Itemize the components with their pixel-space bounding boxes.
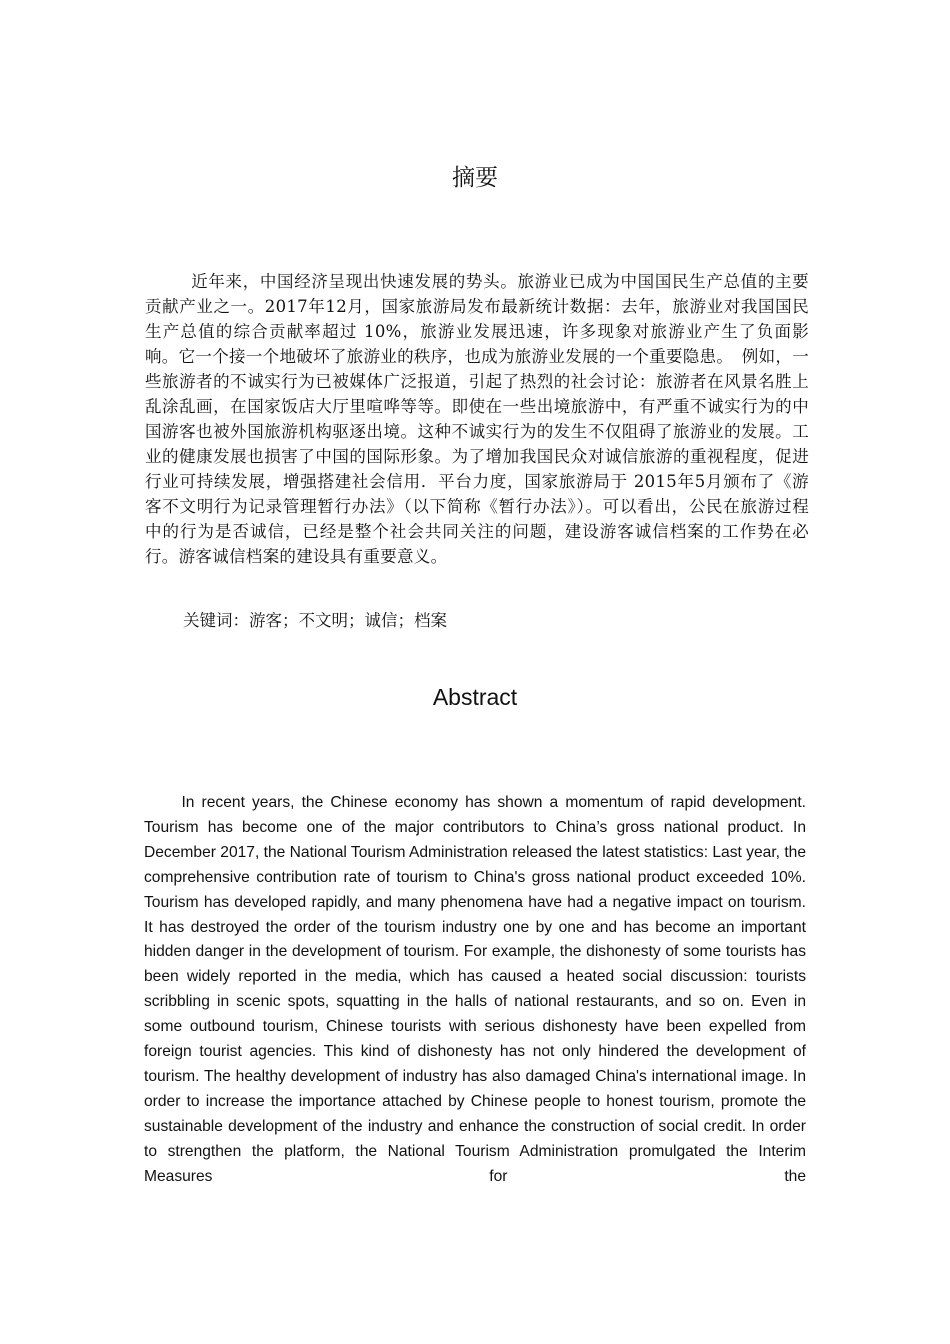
english-abstract-title: Abstract [432,684,518,710]
chinese-abstract-body: 近年来，中国经济呈现出快速发展的势头。旅游业已成为中国国民生产总值的主要贡献产业之一。2017年12月，国家旅游局发布最新统计数据：去年，旅游业对我国国民生产总值的综合贡献率超过 10%，旅游业发展迅速，许多现象对旅游业产生了负面影响。它一个接一个地破坏了旅游业的秩序，也成为旅游业发展的一个重要隐患。 例如，一些旅游者的不诚实行为已被媒体广泛报道，引起了热烈的社会讨论：旅游者在风景名胜上乱涂乱画，在国家饭店大厅里喧哗等等。即使在一些出境旅游中，有严重不诚实行为的中国游客也被外国旅游机构驱逐出境。这种不诚实行为的发生不仅阻碍了旅游业的发展。工业的健康发展也损害了中国的国际形象。为了增加我国民众对诚信旅游的重视程度，促进行业可持续发展，增强搭建社会信用．平台力度，国家旅游局于 2015年5月颁布了《游客不文明行为记录管理暂行办法》（以下简称《暂行办法》）。可以看出，公民在旅游过程中的行为是否诚信，已经是整个社会共同关注的问题，建设游客诚信档案的工作势在必行。游客诚信档案的建设具有重要意义。 [145,272,809,566]
chinese-abstract-title: 摘要 [452,165,498,191]
english-abstract-body: In recent years, the Chinese economy has shown a momentum of rapid development. Tourism has become one of the major contributors to China’s gross national product. In December 2017, the National Tourism Administration released the latest statistics: Last year, the comprehensive contribution rate of tourism to China's gross national product exceeded 10%. Tourism has developed rapidly, and many phenomena have had a negative impact on tourism. It has destroyed the order of the tourism industry one by one and has become an important hidden danger in the development of tourism. For example, the dishonesty of some tourists has been widely reported in the media, which has caused a heated social discussion: tourists scribbling in scenic spots, squatting in the halls of national restaurants, and so on. Even in some outbound tourism, Chinese tourists with serious dishonesty have been expelled from foreign tourist agencies. This kind of dishonesty has not only hindered the development of tourism. The healthy development of industry has also damaged China's international image. In order to increase the importance attached by Chinese people to honest tourism, promote the sustainable development of the industry and enhance the construction of social credit. In order to strengthen the platform, the National Tourism Administration promulgated the Interim Measures for the [144,794,806,1185]
chinese-keywords: 关键词：游客；不文明；诚信；档案 [183,611,447,630]
